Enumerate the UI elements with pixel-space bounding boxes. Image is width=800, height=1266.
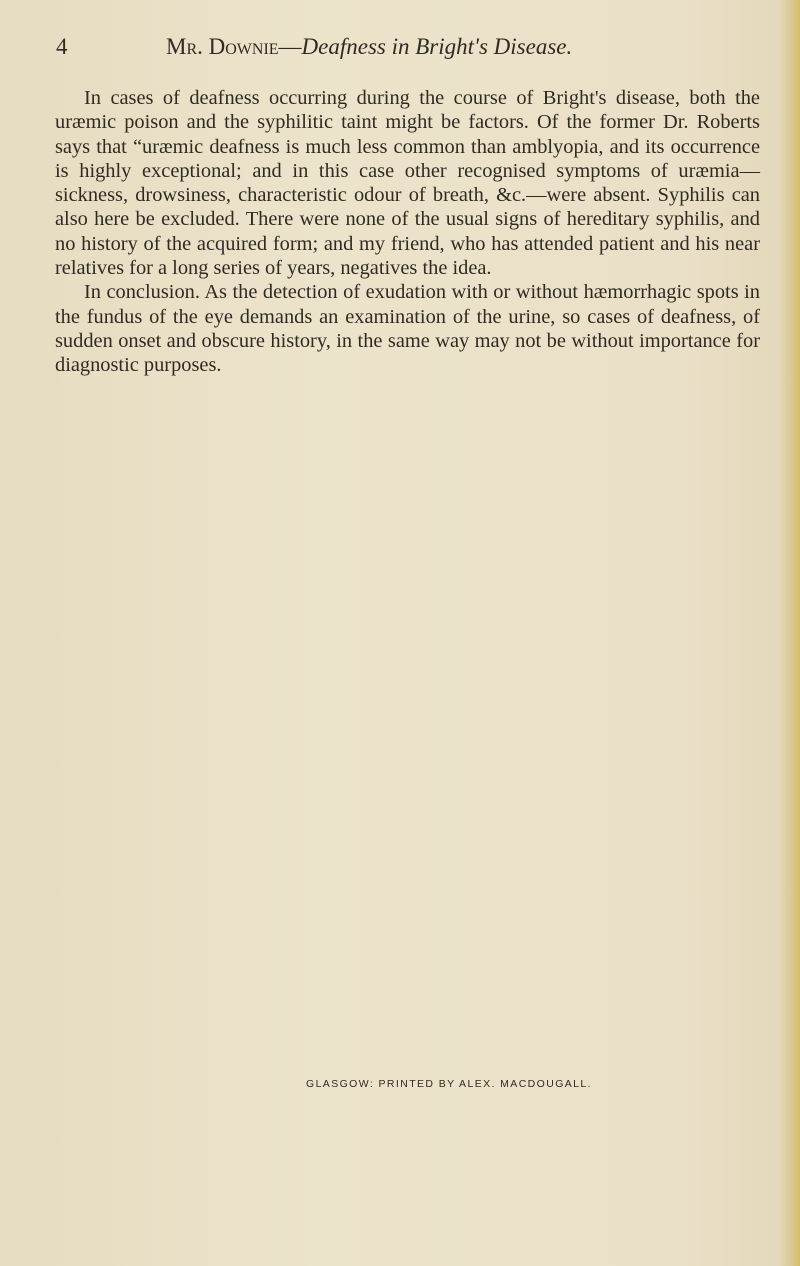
running-title bbox=[166, 34, 572, 60]
page-edge-stain bbox=[778, 0, 800, 1266]
paragraph: In conclusion. As the detection of exudation with or without hæmorrhagic spots in the fundus of the eye demands an examination of the urine, so cases of deafness, of sudden onset and obscure history, in the same way may not be without importance for diagnostic purposes. bbox=[55, 281, 760, 377]
page-number: 4 bbox=[56, 34, 68, 59]
running-head-dash: — bbox=[278, 34, 302, 59]
paragraph: In cases of deafness occurring during the course of Bright's disease, both the uræmic poison and the syphilitic taint might be factors. Of the former Dr. Roberts says that “uræmic deafness is much less common than amblyopia, and its occurrence is highly exceptional; and in this case other recognised symptoms of uræmia—sickness, drowsiness, characteristic odour of breath, &c.—were absent. Syphilis can also here be excluded. There were none of the usual signs of hereditary syphilis, and no history of the acquired form; and my friend, who has attended patient and his near relatives for a long series of years, negatives the idea. bbox=[55, 87, 760, 280]
running-head-title: Deafness in Bright's Disease. bbox=[301, 34, 573, 59]
printer-imprint: GLASGOW: PRINTED BY ALEX. MACDOUGALL. bbox=[306, 1078, 592, 1090]
body-text bbox=[55, 86, 760, 378]
running-head-author: Mr. Downie bbox=[166, 34, 279, 59]
running-head bbox=[56, 34, 756, 64]
